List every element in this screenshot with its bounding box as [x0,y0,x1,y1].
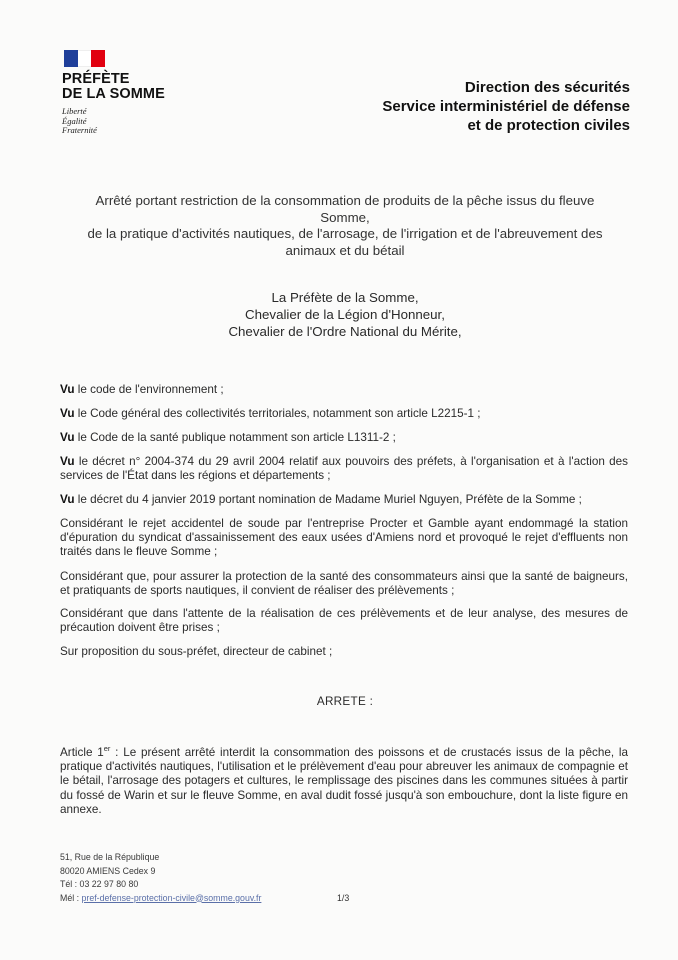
article-1: Article 1er : Le présent arrêté interdit la consommation des poissons et de crustacés issus de la pêche, la pratique d'activités nautiques, l'utilisation et le prélèvement d'eau pour abreuver les animaux de compagnie et le bétail, l'arrosage des potagers et cultures, le remplissage des piscines dans les communes situées à partir du fossé de Warin et sur le fleuve Somme, en aval dudit fossé jusqu'à son embouchure, dont la liste figure en annexe. [60,744,628,816]
french-flag-icon [64,50,105,67]
decree-title: Arrêté portant restriction de la consommation de produits de la pêche issus du fleuve Somme, de la pratique d'activités nautiques, de l'arrosage, de l'irrigation et de l'abreuvement des animaux et du bétail [87,193,603,258]
prefecture-name: PRÉFÈTE DE LA SOMME [62,71,165,102]
vu-clause: Vu le code de l'environnement ; [60,383,224,396]
email-link[interactable]: pref-defense-protection-civile@somme.gouv.fr [81,892,262,903]
vu-clause: Vu le décret du 4 janvier 2019 portant nomination de Madame Muriel Nguyen, Préfète de la Somme ; [60,493,582,506]
footer-address: 51, Rue de la République 80020 AMIENS Cedex 9 Tél : 03 22 97 80 80 Mél : pref-defense-protection-civile@somme.gouv.fr [60,852,262,903]
considerant-clause: Considérant que dans l'attente de la réalisation de ces prélèvements et de leur analyse, des mesures de précaution doivent être prises ; [60,607,628,634]
proposition-clause: Sur proposition du sous-préfet, directeur de cabinet ; [60,645,333,658]
vu-clause: Vu le décret n° 2004-374 du 29 avril 2004 relatif aux pouvoirs des préfets, à l'organisation et à l'action des services de l'État dans les régions et départements ; [60,455,628,482]
prefecture-logo [62,50,192,136]
considerant-clause: Considérant que, pour assurer la protection de la santé des consommateurs ainsi que la santé de baigneurs, et pratiquants de sports nautiques, il convient de réaliser des prélèvements ; [60,570,628,597]
arrete-heading: ARRETE : [316,695,374,708]
vu-clause: Vu le Code de la santé publique notamment son article L1311-2 ; [60,431,396,444]
page-number: 1/3 [337,893,350,903]
republic-motto: Liberté Égalité Fraternité [62,106,97,135]
vu-clause: Vu le Code général des collectivités territoriales, notamment son article L2215-1 ; [60,407,481,420]
prefect-titles: La Préfète de la Somme, Chevalier de la Légion d'Honneur, Chevalier de l'Ordre National du Mérite, [228,290,462,339]
department-header: Direction des sécurités Service interministériel de défense et de protection civiles [382,79,630,134]
considerant-clause: Considérant le rejet accidentel de soude par l'entreprise Procter et Gamble ayant endommagé la station d'épuration du syndicat d'assainissement des eaux usées d'Amiens nord et provoqué le rejet d'effluents non traités dans le fleuve Somme ; [60,517,628,558]
